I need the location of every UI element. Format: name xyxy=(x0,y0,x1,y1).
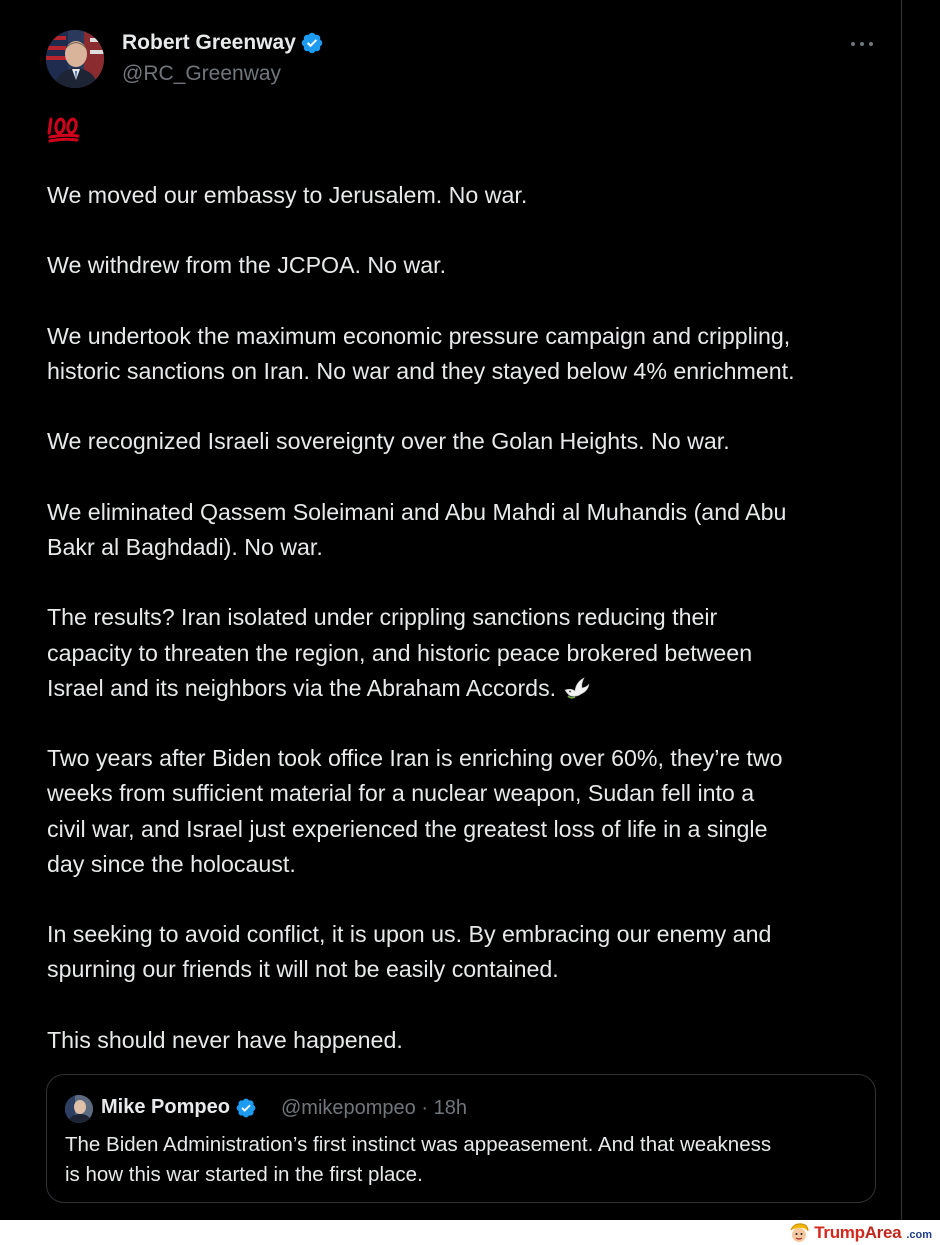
tweet-text-line: Bakr al Baghdadi). No war. xyxy=(47,533,323,560)
tweet-text-line: civil war, and Israel just experienced the greatest loss of life in a single xyxy=(47,815,768,842)
tweet-text-line: weeks from sufficient material for a nuclear weapon, Sudan fell into a xyxy=(47,780,755,807)
tweet-text-line: We undertook the maximum economic pressure campaign and crippling, xyxy=(47,322,791,349)
watermark xyxy=(788,1222,932,1244)
tweet-paragraph xyxy=(47,178,887,213)
more-options-button[interactable] xyxy=(848,34,876,54)
tweet-text-line: day since the holocaust. xyxy=(47,850,296,877)
tweet-text-line: We withdrew from the JCPOA. No war. xyxy=(47,252,447,279)
watermark-brand-b: Area xyxy=(864,1223,902,1242)
tweet-paragraph xyxy=(47,600,887,706)
tweet-text-line: Israel and its neighbors via the Abraham Accords. xyxy=(47,674,557,701)
quote-author-handle[interactable]: @mikepompeo xyxy=(281,1097,416,1119)
trump-caricature-icon xyxy=(788,1222,810,1244)
tweet-paragraph xyxy=(47,1023,887,1058)
watermark-brand xyxy=(814,1223,901,1243)
tweet-paragraph xyxy=(47,741,887,882)
quote-meta xyxy=(281,1097,467,1120)
quoted-tweet[interactable] xyxy=(46,1074,876,1203)
dove-emoji xyxy=(562,676,590,700)
tweet-text-line: The results? Iran isolated under crippling sanctions reducing their xyxy=(47,604,718,631)
tweet-text-line: This should never have happened. xyxy=(47,1026,403,1053)
quote-separator: · xyxy=(421,1097,429,1119)
tweet-paragraph xyxy=(47,424,887,459)
quote-text-line: is how this war started in the first place. xyxy=(65,1163,423,1186)
watermark-brand-a: Trump xyxy=(814,1223,865,1242)
verified-badge-icon xyxy=(300,31,324,55)
quote-author-name-text[interactable]: Mike Pompeo xyxy=(101,1096,230,1118)
quote-author-name[interactable] xyxy=(101,1096,257,1119)
author-name[interactable] xyxy=(122,31,324,55)
tweet-text-line: We eliminated Qassem Soleimani and Abu Mahdi al Muhandis (and Abu xyxy=(47,498,787,525)
author-handle[interactable]: @RC_Greenway xyxy=(122,62,282,85)
tweet-text-line: capacity to threaten the region, and historic peace brokered between xyxy=(47,639,753,666)
more-options-icon xyxy=(850,41,874,47)
tweet-text-line: In seeking to avoid conflict, it is upon us. By embracing our enemy and xyxy=(47,921,772,948)
quote-author-avatar[interactable] xyxy=(65,1095,93,1123)
author-avatar[interactable] xyxy=(46,30,104,88)
tweet-text xyxy=(47,178,887,1058)
tweet-paragraph xyxy=(47,495,887,565)
quote-text xyxy=(65,1130,865,1190)
tweet-paragraph xyxy=(47,248,887,283)
tweet-text-line: We recognized Israeli sovereignty over the Golan Heights. No war. xyxy=(47,428,730,455)
quote-text-line: The Biden Administration’s first instinct was appeasement. And that weakness xyxy=(65,1133,772,1156)
tweet-paragraph xyxy=(47,917,887,987)
hundred-points-emoji xyxy=(47,113,81,143)
tweet-paragraph xyxy=(47,319,887,389)
tweet-text-line: spurning our friends it will not be easily contained. xyxy=(47,956,559,983)
tweet-text-line: Two years after Biden took office Iran is enriching over 60%, they’re two xyxy=(47,745,783,772)
tweet-text-line: We moved our embassy to Jerusalem. No war. xyxy=(47,182,528,208)
column-divider xyxy=(901,0,902,1220)
quote-timestamp[interactable]: 18h xyxy=(433,1097,467,1119)
verified-badge-icon xyxy=(235,1097,257,1119)
author-name-text[interactable]: Robert Greenway xyxy=(122,31,296,54)
tweet-text-line: historic sanctions on Iran. No war and they stayed below 4% enrichment. xyxy=(47,357,795,384)
watermark-suffix: .com xyxy=(906,1229,932,1241)
